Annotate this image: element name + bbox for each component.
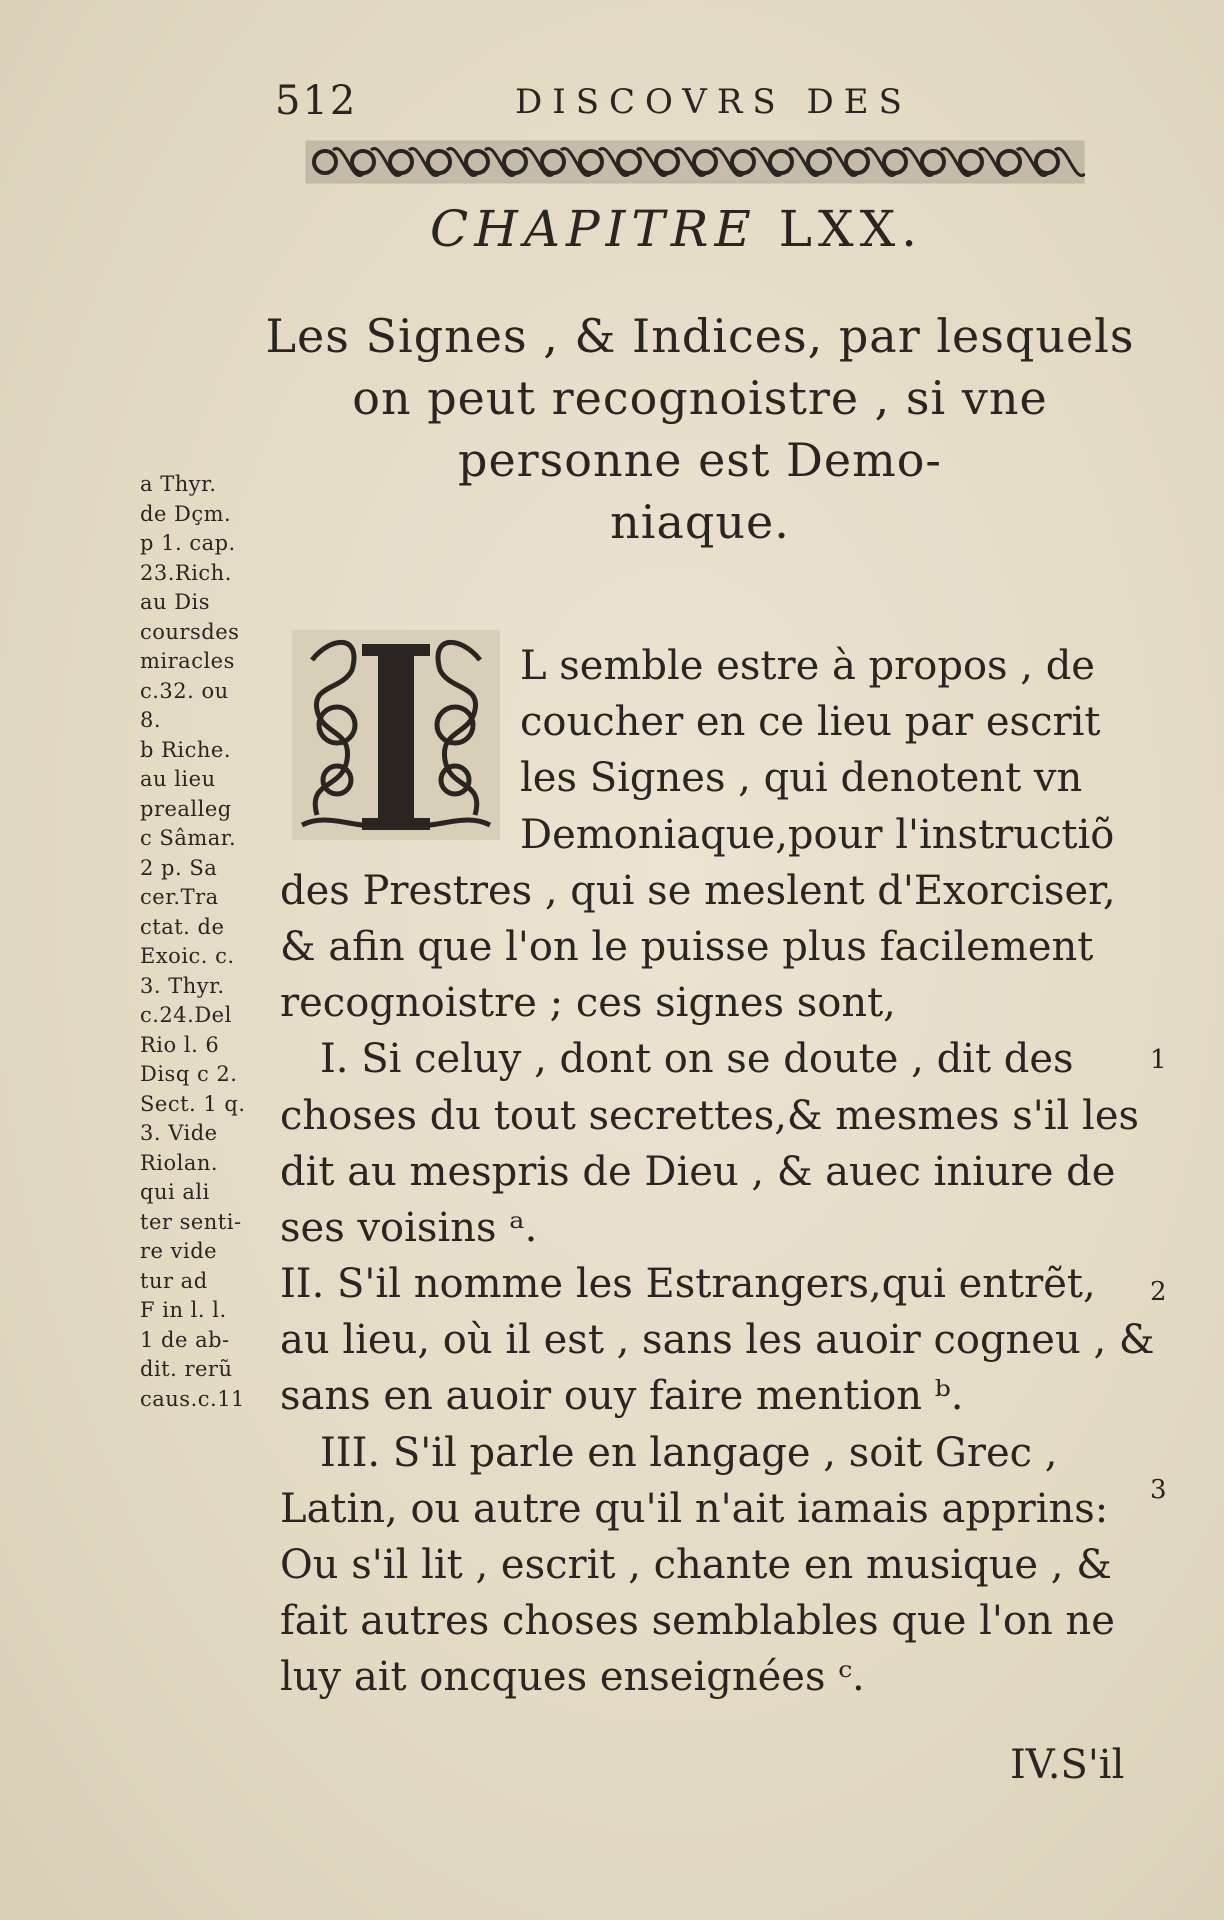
body-line: ses voisins ᵃ. xyxy=(280,1204,538,1251)
marginal-note-line: 1 de ab- xyxy=(140,1327,230,1352)
chapter-label: CHAPITRE xyxy=(430,200,757,258)
body-line: I. Si celuy , dont on se doute , dit des xyxy=(320,1036,1074,1083)
article-number: 1 xyxy=(1150,1045,1167,1075)
chapter-title-line: on peut recognoistre , si vne xyxy=(352,371,1048,425)
marginal-note-line: 23.Rich. xyxy=(140,560,232,585)
marginal-note-line: ctat. de xyxy=(140,914,225,939)
body-line: luy ait oncques enseignées ᶜ. xyxy=(280,1654,865,1701)
chapter-heading xyxy=(430,200,923,258)
body-line: III. S'il parle en langage , soit Grec , xyxy=(320,1429,1058,1476)
body-line: II. S'il nomme les Estrangers,qui entrẽt, xyxy=(280,1261,1096,1308)
marginal-note-line: ter senti- xyxy=(140,1209,242,1234)
ornamental-band xyxy=(305,136,1085,188)
marginal-note-line: b Riche. xyxy=(140,737,232,762)
marginal-note-line: coursdes xyxy=(140,619,240,644)
chapter-title-line: niaque. xyxy=(610,495,790,549)
marginal-note-line: Exoic. c. xyxy=(140,944,235,968)
marginal-note-line: Rio l. 6 xyxy=(140,1032,220,1057)
marginal-note-line: Sect. 1 q. xyxy=(140,1091,246,1116)
marginal-note-line: au lieu xyxy=(140,767,216,791)
marginal-note-line: Riolan. xyxy=(140,1150,219,1175)
body-line: recognoistre ; ces signes sont, xyxy=(280,980,896,1027)
marginal-note-line: 3. Thyr. xyxy=(140,973,225,998)
marginal-note-line: c.24.Del xyxy=(140,1003,232,1027)
page-number: 512 xyxy=(275,78,358,124)
article-number: 3 xyxy=(1150,1475,1167,1505)
marginal-note-line: 8. xyxy=(140,708,162,732)
marginal-note-line: au Dis xyxy=(140,590,211,614)
body-line: L semble estre à propos , de xyxy=(520,643,1095,689)
marginal-note-line: F in l. l. xyxy=(140,1298,227,1322)
marginal-note-line: a Thyr. xyxy=(140,472,217,496)
marginal-note-line: re vide xyxy=(140,1239,218,1263)
marginal-note-line: caus.c.11 xyxy=(140,1386,245,1411)
body-line: Ou s'il lit , escrit , chante en musique , & xyxy=(280,1542,1112,1588)
body-text xyxy=(280,638,1155,1706)
chapter-title xyxy=(260,305,1140,553)
marginal-note-line: Disq c 2. xyxy=(140,1062,238,1086)
marginal-note-line: miracles xyxy=(140,649,235,673)
marginal-notes xyxy=(140,470,290,1414)
body-line: Demoniaque,pour l'instructiõ xyxy=(520,811,1115,858)
running-head xyxy=(275,78,975,138)
body-line: des Prestres , qui se meslent d'Exorciser, xyxy=(280,867,1116,914)
body-line: choses du tout secrettes,& mesmes s'il les xyxy=(280,1092,1140,1139)
running-title: DISCOVRS DES xyxy=(515,82,912,122)
chapter-title-line: personne est Demo- xyxy=(458,433,942,487)
chapter-number: LXX. xyxy=(778,200,924,258)
body-line: coucher en ce lieu par escrit xyxy=(520,699,1101,746)
article-number: 2 xyxy=(1150,1277,1167,1307)
marginal-note-line: qui ali xyxy=(140,1180,210,1204)
marginal-note-line: 2 p. Sa xyxy=(140,855,218,880)
body-line: dit au mespris de Dieu , & auec iniure de xyxy=(280,1148,1116,1195)
marginal-note-line: c.32. ou xyxy=(140,678,229,703)
marginal-note-line: dit. rerũ xyxy=(140,1357,233,1381)
body-line: sans en auoir ouy faire mention ᵇ. xyxy=(280,1373,964,1420)
drop-cap-letter: I xyxy=(394,742,398,753)
marginal-note-line: c Sâmar. xyxy=(140,826,237,850)
body-line: les Signes , qui denotent vn xyxy=(520,755,1083,802)
body-line: au lieu, où il est , sans les auoir cogneu , & xyxy=(280,1317,1155,1364)
body-line: fait autres choses semblables que l'on ne xyxy=(280,1598,1115,1645)
marginal-note-line: cer.Tra xyxy=(140,885,219,909)
body-line: Latin, ou autre qu'il n'ait iamais apprins: xyxy=(280,1485,1109,1532)
marginal-note-line: p 1. cap. xyxy=(140,531,236,555)
marginal-note-line: tur ad xyxy=(140,1268,208,1293)
catchword: IV.S'il xyxy=(1010,1742,1125,1788)
chapter-title-line: Les Signes , & Indices, par lesquels xyxy=(265,309,1135,363)
marginal-note-line: de Dçm. xyxy=(140,501,232,526)
marginal-note-line: prealleg xyxy=(140,796,232,821)
marginal-note-line: 3. Vide xyxy=(140,1121,218,1145)
body-line: & afin que l'on le puisse plus facilement xyxy=(280,923,1094,970)
